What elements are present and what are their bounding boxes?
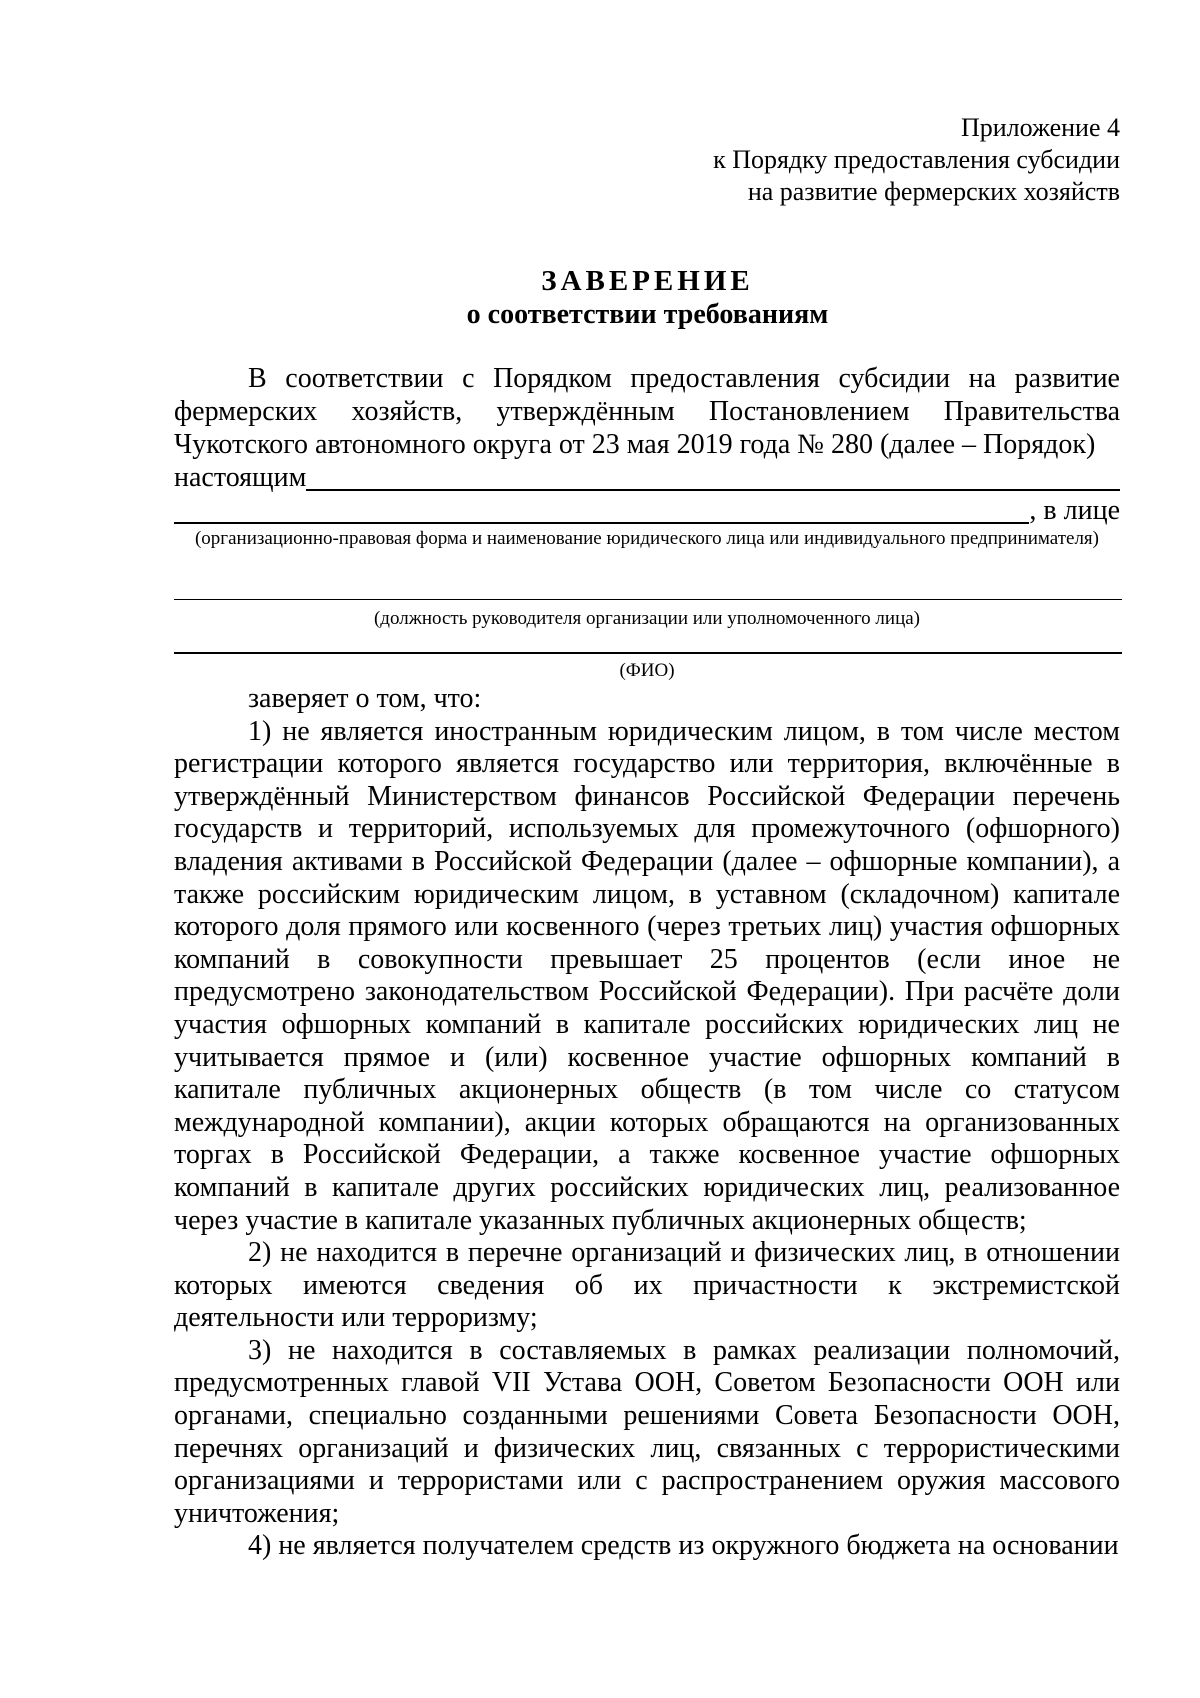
assurance-item: 4) не является получателем средств из окружного бюджета на основании — [248, 1530, 1119, 1562]
applicant-name-field[interactable] — [306, 464, 1120, 491]
fio-caption: (ФИО) — [619, 660, 675, 681]
representative-row — [174, 494, 1120, 527]
document-subtitle: о соответствии требованиям — [466, 299, 829, 330]
intro-text: В соответствии с Порядком предоставления субсидии на развитие фермерских хозяйств, утверждённым Постановлением Правительства Чукотского автономного округа от 23 мая 2019 года № 280 (далее – Порядок) — [174, 363, 1120, 460]
position-caption: (должность руководителя организации или уполномоченного лица) — [373, 608, 921, 629]
appendix-header — [600, 112, 1120, 208]
assurance-lead: заверяет о том, что: — [248, 683, 482, 714]
appendix-subject: на развитие фермерских хозяйств — [747, 177, 1120, 206]
applicant-label: настоящим — [174, 462, 307, 493]
applicant-name-field-continued[interactable] — [174, 497, 1029, 524]
assurance-item: 3) не находится в составляемых в рамках реализации полномочий, предусмотренных главой VII Устава ООН, Советом Безопасности ООН или органами, специально созданными решениями Совета Безопасности ООН, перечнях организаций и физических лиц, связанных с террористическими организациями и террористами или с распространением оружия массового уничтожения; — [174, 1334, 1120, 1529]
intro-paragraph — [174, 362, 1120, 461]
appendix-reference: к Порядку предоставления субсидии — [713, 145, 1120, 174]
position-field[interactable] — [174, 599, 1122, 600]
assurance-body — [174, 683, 1120, 1563]
applicant-row — [174, 461, 1120, 494]
fio-field[interactable] — [174, 652, 1122, 654]
document-title: ЗАВЕРЕНИЕ — [541, 265, 754, 297]
representative-label: , в лице — [1029, 495, 1120, 526]
assurance-item: 1) не является иностранным юридическим лицом, в том числе местом регистрации которого является государство или территория, включённые в утверждённый Министерством финансов Российской Федерации перечень государств и территорий, используемых для промежуточного (офшорного) владения активами в Российской Федерации (далее – офшорные компании), а также российским юридическим лицом, в уставном (складочном) капитале которого доля прямого или косвенного (через третьих лиц) участия офшорных компаний в совокупности превышает 25 процентов (если иное не предусмотрено законодательством Российской Федерации). При расчёте доли участия офшорных компаний в капитале российских юридических лиц не учитывается прямое и (или) косвенное участие офшорных компаний в капитале публичных акционерных обществ (в том числе со статусом международной компании), акции которых обращаются на организованных торгах в Российской Федерации, а также косвенное участие офшорных компаний в капитале других российских юридических лиц, реализованное через участие в капитале указанных публичных акционерных обществ; — [174, 715, 1120, 1236]
organization-caption: (организационно-правовая форма и наименование юридического лица или индивидуального предпринимателя) — [194, 528, 1099, 549]
appendix-number: Приложение 4 — [960, 113, 1120, 142]
assurance-item: 2) не находится в перечне организаций и физических лиц, в отношении которых имеются сведения об их причастности к экстремистской деятельности или терроризму; — [174, 1237, 1120, 1334]
